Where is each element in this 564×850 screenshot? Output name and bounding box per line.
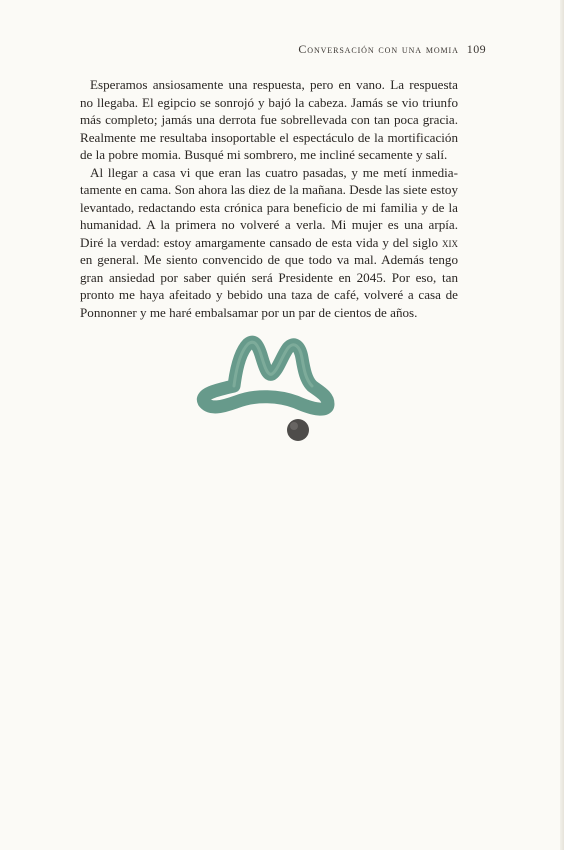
- century-numeral: xix: [442, 234, 458, 250]
- paragraph-2-part-1: Al llegar a casa vi que eran las cuatro pasadas, y me metí inmediatamente en cama. Son ahora las diez de la mañana. Desde las siete estoy levantado, redactando esta crónica para beneficio de mi familia y de la humanidad. A la primera no volveré a verla. Mi mujer es una arpía. Diré la verdad: estoy amargamente cansado de esta vida y del siglo: [80, 164, 458, 250]
- running-head: [80, 42, 486, 57]
- paragraph-1: Esperamos ansiosamente una respuesta, pero en vano. La respuesta no llegaba. El egipcio se sonrojó y bajó la cabeza. Jamás se vio triunfo más completo; jamás una derrota fue sobrellevada con tan poca gracia. Realmente me resultaba insoportable el espectáculo de la mortificación de la pobre momia. Busqué mi sombrero, me incliné secamente y salí.: [80, 77, 458, 162]
- ornament-stroke: [203, 342, 328, 409]
- paragraph-2-part-2: en general. Me siento convencido de que todo va mal. Además tengo gran ansiedad por saber quién será Presidente en 2045. Por eso, tan pronto me haya afeitado y bebido una taza de café, volveré a casa de Ponnonner y me haré embalsamar por un par de cientos de años.: [80, 252, 458, 320]
- page-number: 109: [466, 42, 486, 56]
- page-edge: [560, 0, 564, 850]
- ornament-m-icon: [192, 330, 340, 448]
- paragraph-2: [80, 164, 458, 322]
- body-text: [80, 76, 458, 321]
- ornament-dot: [287, 419, 309, 441]
- ornament-dot-highlight: [290, 422, 298, 430]
- running-title: Conversación con una momia: [298, 42, 459, 56]
